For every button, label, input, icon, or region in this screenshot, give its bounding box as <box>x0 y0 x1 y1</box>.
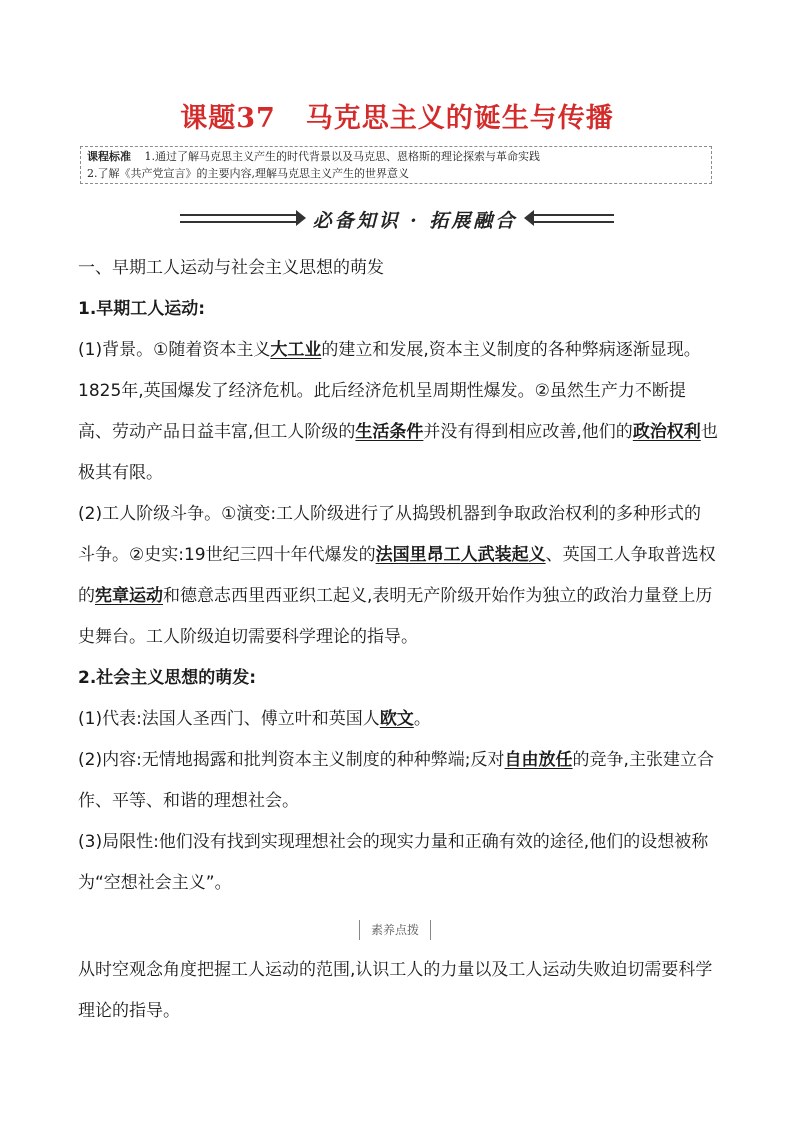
curriculum-standard-item-2: 2.了解《共产党宣言》的主要内容,理解马克思主义产生的世界意义 <box>87 167 409 180</box>
subsection-heading-2: 2.社会主义思想的萌发: <box>78 668 257 688</box>
text-run: (1)代表:法国人圣西门、傅立叶和英国人 <box>78 709 380 729</box>
text-run: 的竞争,主张建立合作、平等、和谐的理想社会。 <box>78 750 714 811</box>
key-term: 生活条件 <box>355 422 424 442</box>
curriculum-standard-box <box>80 146 712 184</box>
main-content <box>78 248 718 904</box>
section-heading: 一、早期工人运动与社会主义思想的萌发 <box>78 258 384 278</box>
text-run: 并没有得到相应改善,他们的 <box>423 422 633 442</box>
paragraph-content <box>78 740 718 822</box>
text-run: 。 <box>413 709 431 729</box>
curriculum-standard-label: 课程标准 <box>87 150 131 163</box>
text-run: (1)背景。①随着资本主义 <box>78 340 271 360</box>
tip-label: 素养点拨 <box>359 920 431 940</box>
subsection-heading-1: 1.早期工人运动: <box>78 299 206 319</box>
tip-paragraph: 从时空观念角度把握工人运动的范围,认识工人的力量以及工人运动失败迫切需要科学理论的指导。 <box>78 960 713 1021</box>
text-run: 和德意志西里西亚织工起义,表明无产阶级开始作为独立的政治力量登上历史舞台。工人阶级迫切需要科学理论的指导。 <box>78 586 713 647</box>
section-banner-text: 必备知识 · 拓展融合 <box>312 210 518 232</box>
lesson-name: 马克思主义的诞生与传播 <box>305 103 614 134</box>
paragraph-background <box>78 330 718 494</box>
text-run: 、英国工人争取普选权的 <box>78 545 716 606</box>
banner-left-bar <box>180 214 296 223</box>
lesson-number: 课题37 <box>180 103 276 134</box>
text-run: (2)内容:无情地揭露和批判资本主义制度的种种弊端;反对 <box>78 750 505 770</box>
banner-right-bar <box>534 214 614 223</box>
key-term: 大工业 <box>270 340 322 360</box>
paragraph-struggle <box>78 494 718 658</box>
banner-right-arrow <box>524 210 534 226</box>
text-run: (2)工人阶级斗争。①演变:工人阶级进行了从捣毁机器到争取政治权利的多种形式的斗争。②史实:19世纪三四十年代爆发的 <box>78 504 702 565</box>
banner-left-arrow <box>296 210 306 226</box>
paragraph-limitations: (3)局限性:他们没有找到实现理想社会的现实力量和正确有效的途径,他们的设想被称为“空想社会主义”。 <box>78 832 709 893</box>
tip-content <box>78 950 718 1032</box>
key-term: 法国里昂工人武装起义 <box>375 545 546 565</box>
key-term: 宪章运动 <box>95 586 163 606</box>
key-term: 政治权利 <box>632 422 701 442</box>
page-title <box>0 96 794 135</box>
section-banner <box>180 206 614 232</box>
text-run: 也极其有限。 <box>78 422 718 483</box>
key-term: 自由放任 <box>504 750 573 770</box>
curriculum-standard-item-1: 1.通过了解马克思主义产生的时代背景以及马克思、恩格斯的理论探索与革命实践 <box>144 150 540 163</box>
text-run: 的建立和发展,资本主义制度的各种弊病逐渐显现。1825年,英国爆发了经济危机。此后经济危机呈周期性爆发。②虽然生产力不断提高、劳动产品日益丰富,但工人阶级的 <box>78 340 701 442</box>
key-term: 欧文 <box>379 709 414 729</box>
paragraph-representatives <box>78 699 718 740</box>
